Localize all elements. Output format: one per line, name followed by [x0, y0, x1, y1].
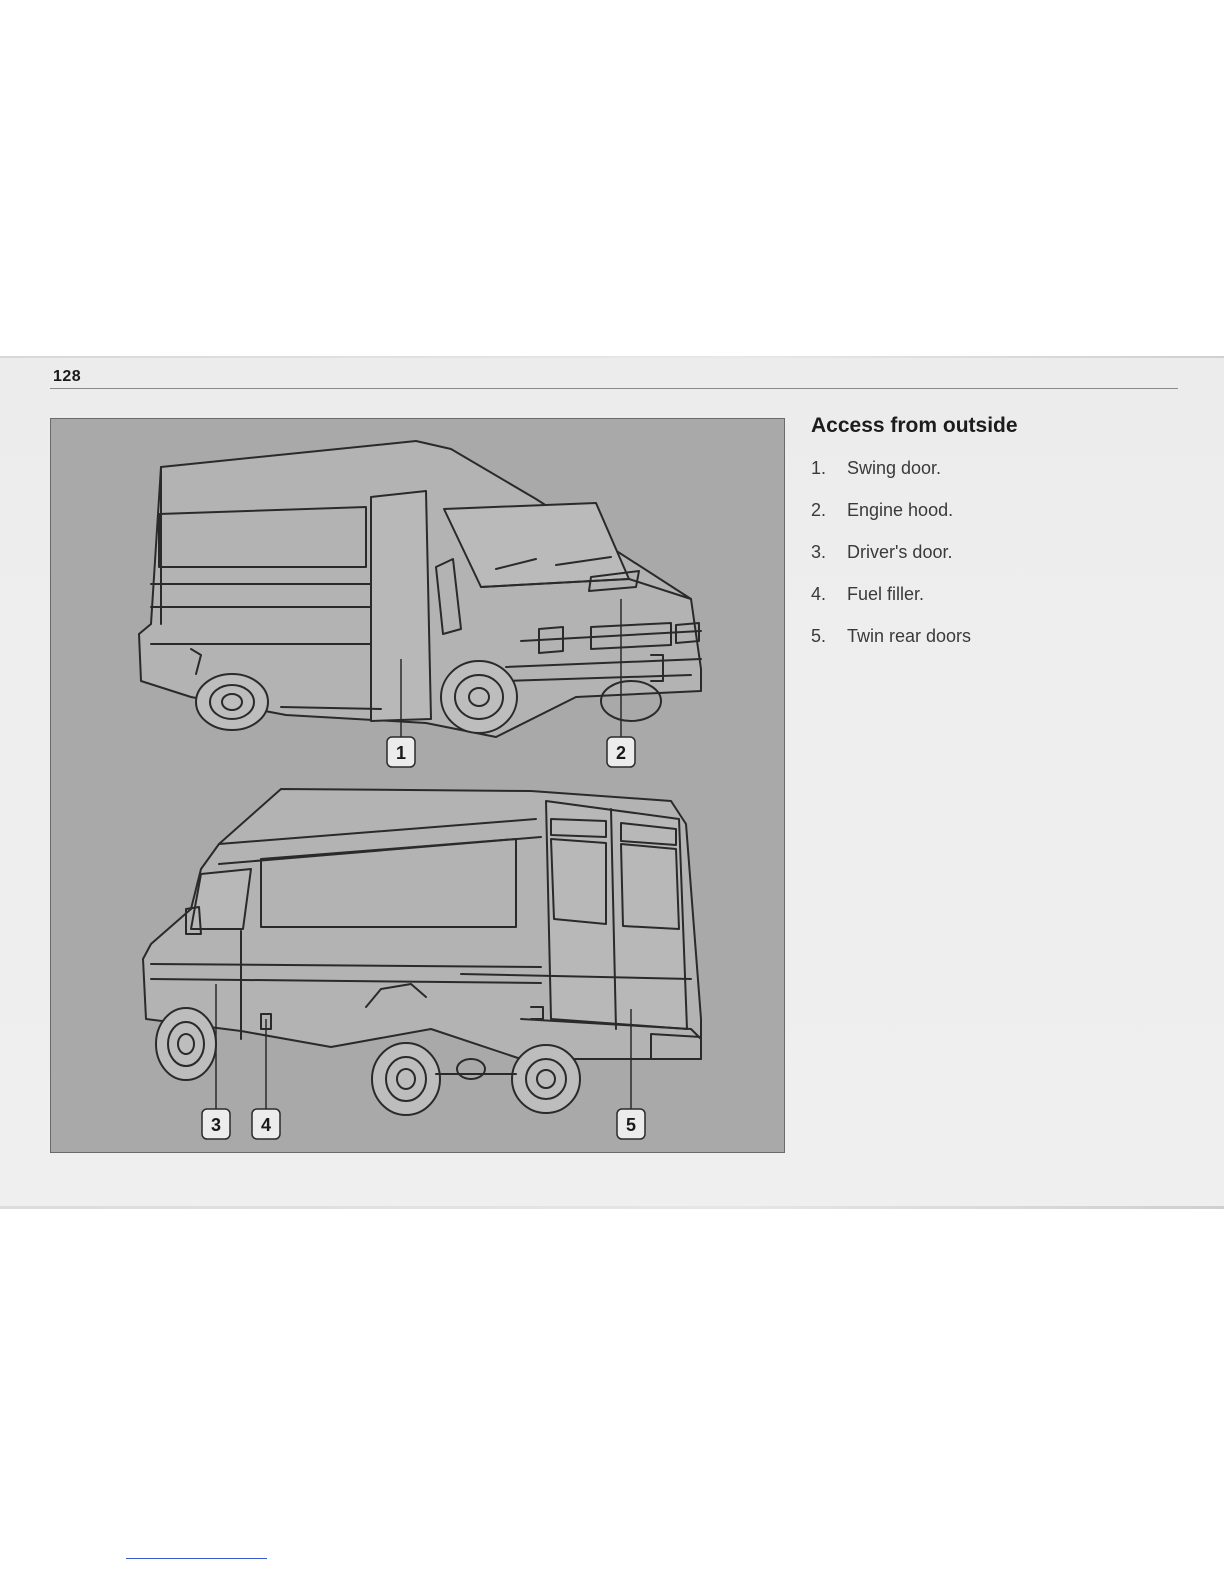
callout-1 [387, 737, 415, 767]
callout-5 [617, 1109, 645, 1139]
list-item-number: 1. [811, 458, 827, 478]
page-number: 128 [53, 368, 82, 385]
callout-1-label: 1 [395, 743, 407, 763]
list-item [811, 542, 971, 584]
callout-4 [252, 1109, 280, 1139]
list-item [811, 458, 971, 500]
van-illustration [51, 419, 784, 1152]
rear-van-drawing [143, 789, 701, 1115]
list-item-label: Engine hood. [847, 500, 954, 520]
callout-5-label: 5 [625, 1115, 637, 1135]
callout-2-label: 2 [615, 743, 627, 763]
list-item-label: Twin rear doors [847, 626, 972, 646]
header-rule [50, 388, 1178, 389]
front-van-drawing [139, 441, 701, 737]
callout-3 [202, 1109, 230, 1139]
list-item-number: 2. [811, 500, 827, 520]
list-item-label: Driver's door. [847, 542, 953, 562]
van-illustration-panel [50, 418, 785, 1153]
list-item-number: 3. [811, 542, 827, 562]
bottom-underline [126, 1558, 267, 1559]
access-points-list [811, 458, 971, 668]
list-item [811, 584, 971, 626]
scan-edge-bottom [0, 1206, 1224, 1209]
list-item-number: 5. [811, 626, 827, 646]
list-item [811, 626, 971, 668]
callout-2 [607, 737, 635, 767]
section-title: Access from outside [811, 414, 1018, 437]
list-item-label: Fuel filler. [847, 584, 925, 604]
list-item [811, 500, 971, 542]
list-item-number: 4. [811, 584, 827, 604]
callout-4-label: 4 [260, 1115, 272, 1135]
list-item-label: Swing door. [847, 458, 942, 478]
callout-3-label: 3 [210, 1115, 222, 1135]
